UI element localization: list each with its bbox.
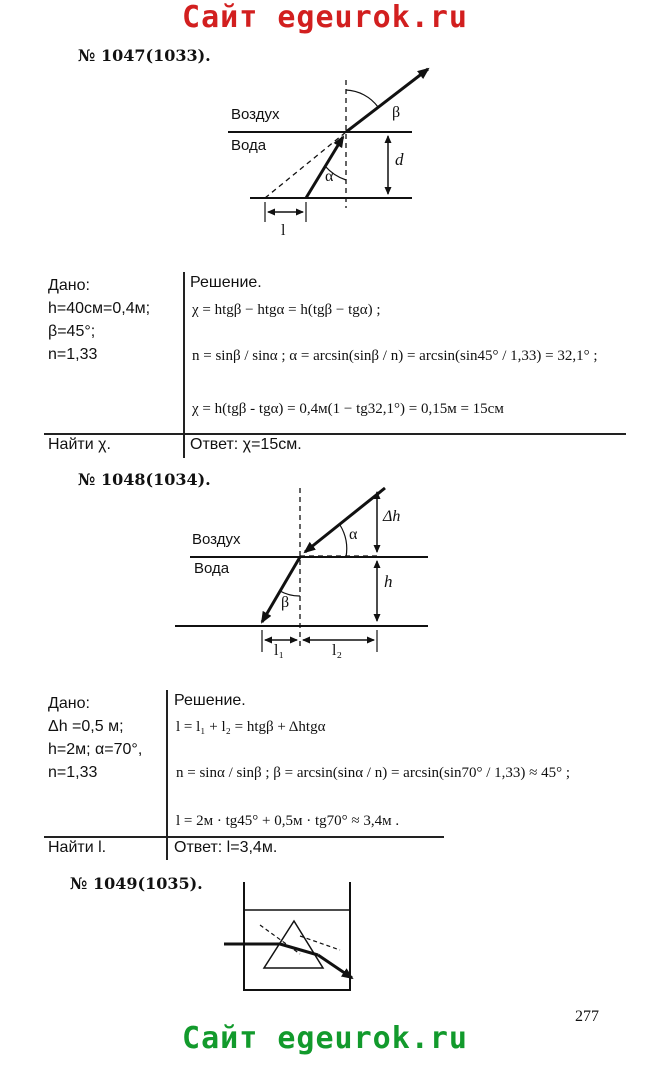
solution-line-3: χ = h(tgβ - tgα) = 0,4м(1 − tg32,1°) = 0,15м = 15см <box>192 401 504 417</box>
given-title: Дано: <box>48 695 90 712</box>
given-item: n=1,33 <box>48 764 98 781</box>
l2-label: l₂ <box>332 642 343 659</box>
l1-label: l₁ <box>274 642 285 659</box>
water-label: Вода <box>194 560 230 577</box>
air-label: Воздух <box>192 531 241 548</box>
water-label: Вода <box>231 137 267 154</box>
find-1048: Найти l. <box>48 839 107 856</box>
solution-line-2: n = sinα / sinβ ; β = arcsin(sinα / n) = arcsin(sin70° / 1,33) ≈ 45° ; <box>176 765 571 781</box>
h-label: h <box>384 572 393 591</box>
air-label: Воздух <box>231 106 280 123</box>
dh-label: Δh <box>383 508 401 525</box>
ray-out <box>318 955 352 978</box>
d-label: d <box>395 150 404 169</box>
vessel <box>244 882 350 990</box>
site-watermark-top: Сайт egeurok.ru <box>182 0 468 35</box>
site-watermark-bottom: Сайт egeurok.ru <box>182 1021 468 1056</box>
l-label: l <box>281 222 286 239</box>
alpha-label: α <box>325 168 334 185</box>
problem-1048-number: № 1048(1034). <box>78 470 211 489</box>
solution-title-1048: Решение. <box>174 692 246 709</box>
given-item: β=45°; <box>48 323 96 340</box>
beta-label: β <box>281 594 290 611</box>
beta-label: β <box>392 104 401 121</box>
given-item: h=2м; α=70°, <box>48 741 143 758</box>
given-item: h=40см=0,4м; <box>48 300 151 317</box>
alpha-label: α <box>349 526 358 543</box>
solution-title-1047: Решение. <box>190 274 262 291</box>
find-1047: Найти χ. <box>48 436 111 453</box>
given-item: n=1,33 <box>48 346 98 363</box>
page-number: 277 <box>575 1008 599 1025</box>
answer-1047: Ответ: χ=15см. <box>190 436 302 453</box>
given-item: Δh =0,5 м; <box>48 718 124 735</box>
given-title: Дано: <box>48 277 90 294</box>
problem-1049-number: № 1049(1035). <box>70 874 203 893</box>
problem-1047-number: № 1047(1033). <box>78 46 211 65</box>
solution-line-2: n = sinβ / sinα ; α = arcsin(sinβ / n) = arcsin(sin45° / 1,33) = 32,1° ; <box>192 348 598 364</box>
solution-line-3: l = 2м · tg45° + 0,5м · tg70° ≈ 3,4м . <box>176 813 400 829</box>
solution-line-1: χ = htgβ − htgα = h(tgβ − tgα) ; <box>192 302 381 318</box>
solution-line-1: l = l₁ + l₂ = htgβ + Δhtgα <box>176 719 326 735</box>
answer-1048: Ответ: l=3,4м. <box>174 839 278 856</box>
